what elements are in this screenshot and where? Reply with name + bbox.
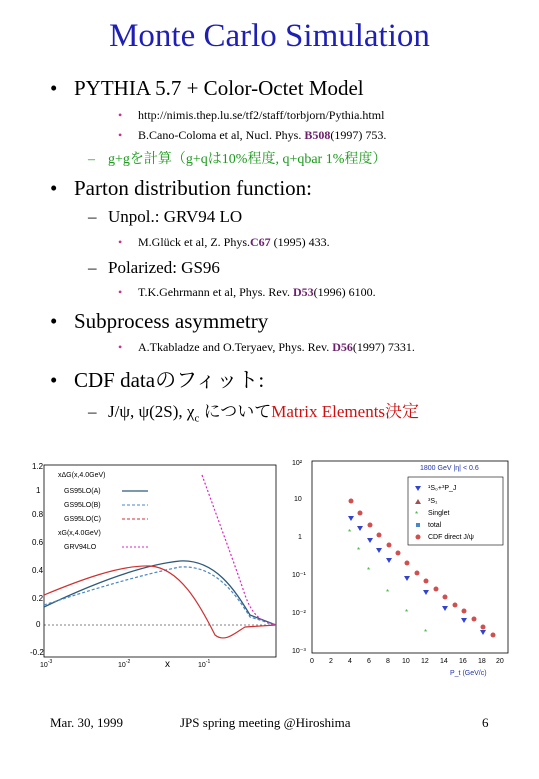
ytick: -0.2 bbox=[30, 648, 44, 657]
ref-gluck: • M.Glück et al, Z. Phys.C67 (1995) 433. bbox=[118, 235, 330, 249]
ref-cano: • B.Cano-Coloma et al, Nucl. Phys. B508(1997) 753. bbox=[118, 128, 387, 142]
svg-text:12: 12 bbox=[421, 658, 429, 665]
svg-text:8: 8 bbox=[386, 658, 390, 665]
svg-text:GRV94LO: GRV94LO bbox=[64, 544, 97, 551]
ytick: 0.4 bbox=[32, 566, 44, 575]
svg-text:*: * bbox=[405, 608, 409, 617]
slide-title: Monte Carlo Simulation bbox=[109, 18, 430, 54]
svg-text:GS95LO(A): GS95LO(A) bbox=[64, 488, 101, 495]
footer-page-number: 6 bbox=[482, 715, 489, 730]
svg-text:10: 10 bbox=[294, 496, 302, 503]
sub-jpsi: – J/ψ, ψ(2S), $\chi_c$ についてMatrix Elements決定 bbox=[88, 402, 420, 425]
svg-text:*: * bbox=[348, 528, 352, 537]
svg-text:10⁻³: 10⁻³ bbox=[292, 648, 306, 655]
plot-header: 1800 GeV |η| < 0.6 bbox=[420, 465, 479, 472]
bullet-subprocess: • Subprocess asymmetry bbox=[50, 309, 269, 333]
svg-text:GS95LO(B): GS95LO(B) bbox=[64, 502, 101, 509]
x-axis-label: x bbox=[165, 659, 170, 670]
sub-gg: – g+gを計算（g+qは10%程度, q+qbar 1%程度） bbox=[88, 152, 387, 167]
ytick: 0 bbox=[36, 620, 41, 629]
svg-text:*: * bbox=[357, 546, 361, 555]
svg-text:6: 6 bbox=[367, 658, 371, 665]
svg-text:18: 18 bbox=[478, 658, 486, 665]
bullet-pdf: • Parton distribution function: bbox=[50, 176, 312, 200]
svg-text:Singlet: Singlet bbox=[428, 510, 450, 517]
ref-gehrmann: • T.K.Gehrmann et al, Phys. Rev. D53(1996) 6100. bbox=[118, 285, 376, 299]
svg-text:GS95LO(C): GS95LO(C) bbox=[64, 516, 101, 523]
svg-text:10²: 10² bbox=[292, 460, 303, 467]
xtick-label: $10^{-3}$ bbox=[40, 659, 53, 669]
ref-tkabladze: • A.Tkabladze and O.Teryaev, Phys. Rev. D56(1997) 7331. bbox=[118, 340, 415, 354]
footer-date: Mar. 30, 1999 bbox=[50, 715, 123, 730]
svg-text:1: 1 bbox=[298, 534, 302, 541]
sub-unpol: – Unpol.: GRV94 LO bbox=[88, 207, 243, 226]
svg-text:*: * bbox=[386, 588, 390, 597]
svg-text:¹S₀+³P_J: ¹S₀+³P_J bbox=[428, 485, 457, 492]
cdf-jpsi-plot bbox=[290, 455, 515, 680]
svg-text:xΔG(x,4.0GeV): xΔG(x,4.0GeV) bbox=[58, 472, 106, 479]
svg-text:4: 4 bbox=[348, 658, 352, 665]
footer-meeting: JPS spring meeting @Hiroshima bbox=[180, 715, 351, 730]
x-axis-label: P_t (GeV/c) bbox=[450, 670, 487, 677]
ytick: 0.8 bbox=[32, 510, 44, 519]
bullet-dot: • bbox=[50, 76, 58, 100]
svg-text:0: 0 bbox=[310, 658, 314, 665]
ytick: 1.2 bbox=[32, 462, 44, 471]
ytick: 1 bbox=[36, 486, 41, 495]
bullet-cdf: • CDF dataのフィット: bbox=[50, 368, 265, 392]
svg-text:20: 20 bbox=[496, 658, 504, 665]
x-ticks bbox=[310, 658, 504, 665]
svg-text:CDF direct J/ψ: CDF direct J/ψ bbox=[428, 534, 474, 541]
ytick: 0.6 bbox=[32, 538, 44, 547]
svg-text:*: * bbox=[424, 628, 428, 637]
svg-text:16: 16 bbox=[459, 658, 467, 665]
ref-pythia-url: • http://nimis.thep.lu.se/tf2/staff/torbjorn/Pythia.html bbox=[118, 108, 385, 122]
svg-text:total: total bbox=[428, 522, 442, 529]
svg-text:2: 2 bbox=[329, 658, 333, 665]
svg-text:10: 10 bbox=[402, 658, 410, 665]
gluck-distribution-plot bbox=[30, 455, 285, 675]
svg-text:14: 14 bbox=[440, 658, 448, 665]
url-text: http://nimis.thep.lu.se/tf2/staff/torbjorn/Pythia.html bbox=[138, 108, 385, 122]
xtick-label: $10^{-2}$ bbox=[118, 659, 131, 669]
svg-text:xG(x,4.0GeV): xG(x,4.0GeV) bbox=[58, 530, 101, 537]
xtick-label: $10^{-1}$ bbox=[198, 659, 211, 669]
svg-text:10⁻²: 10⁻² bbox=[292, 610, 306, 617]
svg-text:*: * bbox=[415, 510, 419, 519]
svg-text:*: * bbox=[367, 566, 371, 575]
ytick: 0.2 bbox=[32, 594, 44, 603]
sub-polarized: – Polarized: GS96 bbox=[88, 258, 220, 277]
bullet-pythia bbox=[50, 76, 364, 101]
svg-text:10⁻¹: 10⁻¹ bbox=[292, 572, 306, 579]
svg-text:³S₁: ³S₁ bbox=[428, 498, 438, 505]
bullet-text: PYTHIA 5.7 + Color-Octet Model bbox=[74, 76, 364, 100]
